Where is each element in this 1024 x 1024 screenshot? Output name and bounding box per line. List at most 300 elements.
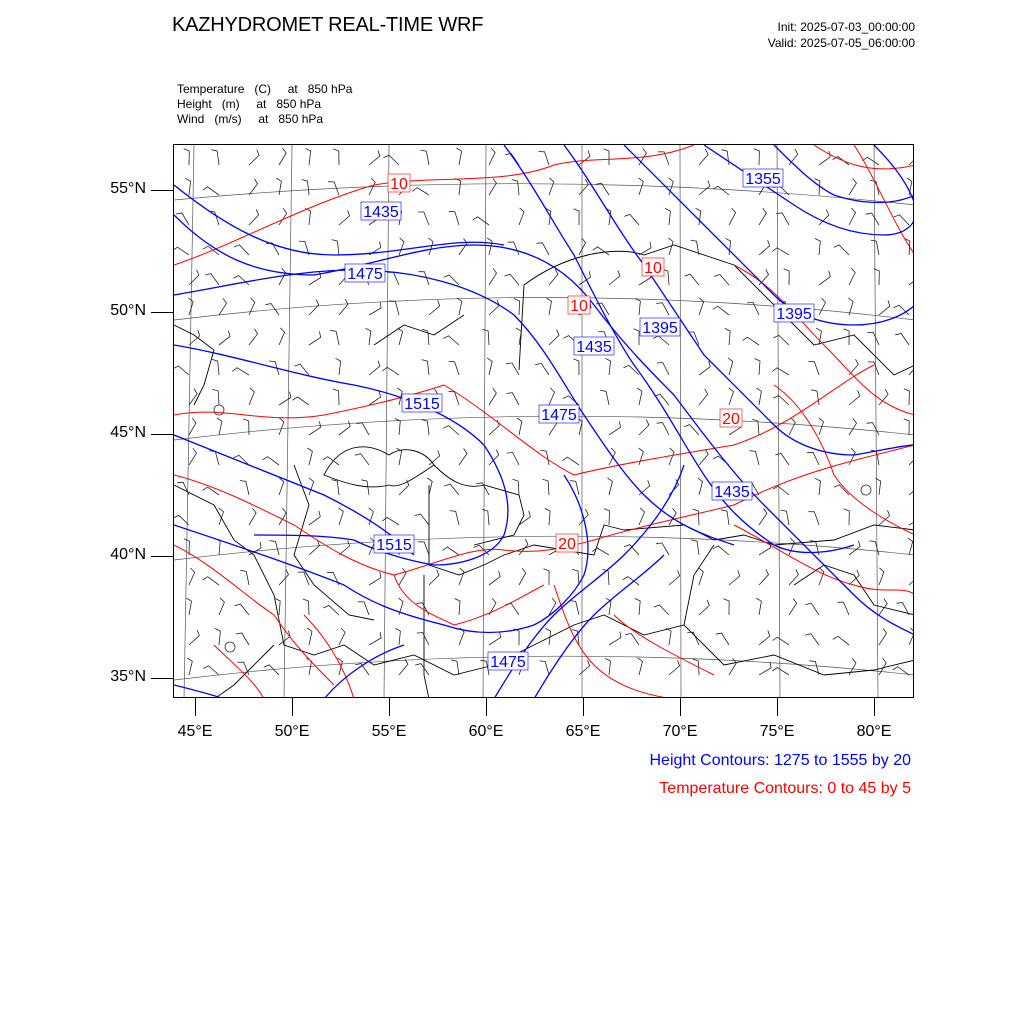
lat-label: 55°N bbox=[110, 180, 146, 197]
wind-barb bbox=[205, 274, 219, 285]
wind-barb bbox=[399, 480, 409, 495]
contour-label bbox=[640, 318, 680, 337]
wind-barb bbox=[279, 569, 289, 585]
lon-tick bbox=[583, 698, 584, 716]
wind-barb bbox=[838, 602, 850, 615]
wind-barb bbox=[755, 359, 761, 376]
wind-barb bbox=[514, 299, 519, 315]
wind-barb bbox=[669, 570, 680, 585]
wind-barb bbox=[382, 517, 399, 525]
wind-barb bbox=[418, 212, 429, 225]
lon-tick bbox=[195, 698, 196, 716]
wind-barb bbox=[729, 570, 740, 585]
wind-barb bbox=[279, 478, 284, 495]
wind-barb bbox=[514, 629, 520, 645]
field-wind: Wind (m/s) at 850 hPa bbox=[177, 112, 324, 126]
wind-barb bbox=[539, 152, 550, 166]
wind-barb bbox=[699, 449, 708, 465]
wind-barb bbox=[217, 418, 222, 435]
wind-barb bbox=[249, 508, 256, 525]
wind-barb bbox=[756, 598, 761, 615]
wind-barb bbox=[333, 389, 339, 405]
wind-barb bbox=[773, 486, 789, 495]
temperature-contour-labels bbox=[388, 174, 742, 553]
wind-barb bbox=[450, 511, 459, 525]
wind-barb bbox=[849, 570, 859, 585]
wind-barb bbox=[699, 568, 704, 585]
wind-barb bbox=[869, 541, 879, 555]
wind-barb bbox=[332, 480, 340, 495]
wind-barb bbox=[546, 298, 551, 315]
wind-barb bbox=[729, 208, 736, 225]
wind-barb bbox=[819, 568, 824, 585]
wind-barb bbox=[302, 180, 309, 196]
wind-barb bbox=[483, 329, 490, 345]
wind-barb bbox=[412, 188, 429, 195]
wind-barb bbox=[415, 514, 429, 525]
wind-barb bbox=[203, 666, 219, 675]
wind-barb bbox=[336, 358, 341, 375]
svg-text:10: 10 bbox=[644, 260, 662, 277]
field-height: Height (m) at 850 hPa bbox=[177, 97, 322, 111]
svg-text:1435: 1435 bbox=[363, 204, 399, 221]
wind-barb bbox=[605, 358, 610, 375]
wind-barb bbox=[279, 208, 287, 225]
wind-barb bbox=[421, 150, 430, 165]
wind-barb bbox=[473, 217, 489, 225]
wind-barb bbox=[609, 421, 621, 435]
wind-barb bbox=[759, 630, 770, 645]
wind-barb bbox=[332, 240, 339, 255]
wind-barb bbox=[844, 509, 850, 525]
wind-barb bbox=[759, 509, 767, 526]
time-info bbox=[768, 19, 915, 51]
wind-barb bbox=[713, 306, 729, 315]
wind-barb bbox=[215, 628, 220, 645]
wind-barb bbox=[724, 599, 730, 615]
lon-label: 70°E bbox=[662, 723, 698, 740]
wind-barb bbox=[399, 568, 406, 585]
wind-barb bbox=[909, 450, 914, 466]
valid-time: Valid: 2025-07-05_06:00:00 bbox=[767, 36, 915, 50]
wind-barb bbox=[382, 367, 399, 375]
wind-barb bbox=[729, 388, 734, 405]
contour-label bbox=[743, 169, 783, 188]
wind-barb bbox=[399, 238, 404, 255]
wind-barb bbox=[189, 568, 195, 585]
wind-barb bbox=[904, 389, 910, 405]
wind-barb bbox=[276, 178, 281, 195]
wind-barb bbox=[725, 328, 730, 345]
wind-barb bbox=[517, 418, 522, 435]
map-markers bbox=[214, 405, 871, 652]
wind-barb bbox=[545, 628, 550, 645]
wind-barb bbox=[639, 448, 644, 465]
wind-barb bbox=[563, 457, 580, 465]
svg-text:1435: 1435 bbox=[576, 339, 612, 356]
wind-barb bbox=[728, 358, 733, 375]
wind-barb bbox=[457, 298, 462, 315]
wind-barb bbox=[699, 361, 710, 375]
wind-barb bbox=[451, 660, 459, 675]
wind-barb bbox=[369, 572, 381, 585]
wind-barb bbox=[429, 570, 439, 585]
wind-barb bbox=[773, 637, 790, 645]
contour-label bbox=[402, 394, 442, 413]
contour-label bbox=[568, 296, 590, 315]
wind-barb bbox=[536, 243, 549, 255]
wind-barb bbox=[699, 149, 708, 165]
temperature-legend: Temperature Contours: 0 to 45 by 5 bbox=[659, 780, 911, 797]
lon-tick bbox=[874, 698, 875, 716]
wind-barb bbox=[174, 515, 189, 525]
lon-tick bbox=[389, 698, 390, 716]
wind-barb bbox=[759, 240, 770, 255]
wind-barb bbox=[657, 363, 669, 376]
wind-barb bbox=[415, 664, 429, 675]
lat-label: 35°N bbox=[110, 668, 146, 685]
wind-barb bbox=[549, 388, 555, 405]
svg-text:1395: 1395 bbox=[776, 306, 812, 323]
wind-barb bbox=[699, 389, 708, 405]
wind-barb bbox=[487, 238, 492, 255]
contour-label bbox=[556, 534, 578, 553]
svg-text:1395: 1395 bbox=[642, 320, 678, 337]
wind-barb bbox=[232, 368, 249, 375]
wind-barb bbox=[879, 628, 887, 645]
svg-text:1515: 1515 bbox=[376, 537, 412, 554]
wind-barb bbox=[422, 360, 429, 375]
wind-barb bbox=[654, 605, 669, 615]
svg-text:10: 10 bbox=[390, 176, 408, 193]
wind-barb bbox=[399, 659, 408, 675]
wind-barb bbox=[429, 300, 440, 315]
wind-barb bbox=[203, 187, 219, 195]
wind-barb bbox=[669, 660, 680, 675]
wind-barb bbox=[512, 180, 519, 196]
wind-barb bbox=[604, 509, 610, 525]
wind-barb bbox=[579, 150, 590, 165]
wind-barb bbox=[570, 601, 579, 615]
wind-barb bbox=[339, 508, 344, 525]
contour-label bbox=[642, 258, 664, 277]
wind-barb bbox=[249, 209, 259, 225]
lon-label: 50°E bbox=[274, 723, 310, 740]
wind-barb bbox=[656, 303, 669, 315]
wind-barb bbox=[443, 426, 459, 435]
wind-barb bbox=[174, 247, 189, 255]
lon-tick bbox=[486, 698, 487, 716]
wind-barb bbox=[213, 389, 220, 405]
wind-barb bbox=[814, 179, 820, 196]
chart-title: KAZHYDROMET REAL-TIME WRF bbox=[172, 14, 484, 36]
wind-barb bbox=[759, 208, 766, 225]
wind-barb bbox=[455, 599, 460, 616]
wind-barb bbox=[895, 334, 909, 346]
svg-text:1475: 1475 bbox=[490, 654, 526, 671]
wind-barb bbox=[544, 569, 550, 585]
wind-barb bbox=[713, 546, 729, 555]
wind-barb bbox=[879, 568, 884, 585]
lat-label: 45°N bbox=[110, 424, 146, 441]
wind-barb bbox=[833, 157, 849, 166]
wind-barb bbox=[309, 299, 319, 315]
wind-barb bbox=[422, 420, 429, 435]
wind-barb bbox=[573, 359, 579, 375]
wind-barb bbox=[693, 509, 699, 525]
wind-barb bbox=[605, 658, 610, 675]
wind-barb bbox=[637, 388, 642, 405]
wind-barb bbox=[185, 178, 190, 195]
wind-barb bbox=[639, 480, 650, 495]
wind-barb bbox=[358, 602, 369, 615]
wind-barb bbox=[235, 604, 249, 615]
wind-barb bbox=[789, 598, 797, 615]
wind-barb bbox=[505, 603, 519, 615]
lat-label: 40°N bbox=[110, 546, 146, 563]
wind-barb bbox=[219, 598, 224, 615]
wind-barb bbox=[303, 599, 309, 615]
wind-barb bbox=[819, 151, 830, 165]
svg-text:1435: 1435 bbox=[714, 484, 750, 501]
wind-barb bbox=[750, 451, 759, 465]
contour-label bbox=[388, 174, 410, 193]
wind-barb bbox=[879, 389, 888, 405]
wind-barb bbox=[189, 418, 196, 435]
wind-barb bbox=[356, 423, 369, 435]
wind-barb bbox=[909, 628, 914, 645]
lon-label: 55°E bbox=[371, 723, 407, 740]
lon-label: 80°E bbox=[856, 723, 892, 740]
wind-barb bbox=[240, 570, 249, 585]
wind-barb bbox=[849, 448, 855, 465]
wind-barb bbox=[789, 538, 794, 555]
wind-barb bbox=[808, 362, 819, 376]
wind-barb bbox=[398, 328, 403, 345]
wind-barb bbox=[309, 478, 314, 495]
wind-barb bbox=[579, 179, 588, 195]
wind-barb bbox=[754, 149, 760, 165]
wind-barb bbox=[635, 598, 640, 615]
contour-label bbox=[774, 304, 814, 323]
wind-barb bbox=[666, 628, 671, 645]
wind-barb bbox=[476, 483, 489, 495]
lon-tick bbox=[292, 698, 293, 716]
svg-text:1475: 1475 bbox=[347, 266, 383, 283]
wind-barb bbox=[545, 508, 550, 525]
wind-barb bbox=[834, 245, 849, 255]
wind-barb bbox=[270, 541, 279, 555]
wind-barb bbox=[443, 547, 460, 555]
lon-label: 75°E bbox=[759, 723, 795, 740]
wind-barb bbox=[815, 478, 820, 495]
wind-barb bbox=[455, 178, 460, 195]
wind-barb bbox=[305, 208, 310, 225]
lat-tick bbox=[151, 556, 173, 557]
wind-barb bbox=[506, 393, 519, 405]
wind-barb bbox=[417, 633, 429, 646]
wind-barb bbox=[249, 298, 255, 315]
wind-barb bbox=[684, 274, 699, 285]
wind-barb bbox=[249, 179, 258, 195]
wind-barb bbox=[236, 633, 249, 645]
wind-barb bbox=[625, 633, 639, 645]
wind-barb bbox=[909, 150, 914, 165]
svg-text:20: 20 bbox=[722, 411, 740, 428]
wind-barb bbox=[457, 148, 462, 165]
lat-tick bbox=[151, 434, 173, 435]
wind-barb bbox=[189, 630, 199, 645]
height-legend: Height Contours: 1275 to 1555 by 20 bbox=[649, 752, 911, 769]
wind-barb bbox=[309, 540, 319, 555]
wind-barb bbox=[212, 359, 219, 375]
wind-barb bbox=[366, 328, 371, 345]
wind-barb bbox=[369, 150, 380, 165]
wind-barb bbox=[819, 271, 830, 285]
wind-barb bbox=[833, 636, 849, 645]
wind-barb bbox=[429, 450, 440, 465]
wind-barb bbox=[189, 389, 197, 405]
wind-barb bbox=[539, 661, 549, 675]
wind-barb bbox=[805, 603, 819, 615]
wind-barb bbox=[234, 245, 249, 255]
wind-barb bbox=[879, 658, 886, 675]
wind-barb bbox=[211, 150, 219, 165]
wind-barb bbox=[849, 541, 860, 555]
wind-barb bbox=[904, 419, 910, 435]
wind-barb bbox=[909, 480, 914, 495]
wind-barb bbox=[743, 337, 760, 345]
wind-barb bbox=[330, 330, 339, 345]
wind-barb bbox=[189, 270, 199, 285]
wind-barb bbox=[507, 453, 519, 466]
wind-barb bbox=[482, 509, 489, 525]
wind-barb bbox=[249, 329, 258, 345]
wind-barb bbox=[879, 300, 890, 315]
wind-barb bbox=[805, 634, 819, 645]
wind-barb bbox=[323, 605, 339, 615]
wind-barb bbox=[879, 510, 890, 525]
wind-barb bbox=[909, 271, 914, 285]
wind-barb bbox=[808, 512, 819, 525]
wind-barb bbox=[489, 631, 501, 645]
wind-barb bbox=[203, 577, 219, 585]
wind-barb bbox=[449, 211, 459, 225]
wind-barb bbox=[759, 269, 769, 285]
wind-barb bbox=[459, 239, 467, 256]
wind-barb bbox=[789, 149, 798, 165]
wind-barb bbox=[819, 298, 826, 315]
wind-barb bbox=[177, 482, 189, 495]
wind-barb bbox=[868, 362, 879, 375]
wind-barb bbox=[604, 149, 610, 165]
wind-barb bbox=[716, 633, 729, 645]
wind-barb bbox=[279, 508, 286, 525]
wind-barb bbox=[759, 569, 769, 585]
wind-barb bbox=[807, 452, 819, 465]
wind-barb bbox=[849, 268, 855, 285]
contour-label bbox=[345, 264, 385, 283]
contour-label bbox=[374, 535, 414, 554]
wind-barb bbox=[772, 248, 789, 255]
wind-barb bbox=[572, 569, 579, 585]
wind-barb bbox=[369, 361, 380, 376]
wind-barb bbox=[186, 598, 191, 615]
contour-label bbox=[361, 202, 401, 221]
wind-barb bbox=[418, 542, 429, 555]
wind-barb bbox=[487, 358, 492, 375]
svg-text:1475: 1475 bbox=[541, 407, 577, 424]
wind-barb bbox=[395, 628, 400, 645]
wind-barb bbox=[816, 328, 821, 345]
contour-label bbox=[488, 652, 528, 671]
wind-barb bbox=[698, 478, 703, 495]
wind-barb bbox=[721, 510, 729, 525]
wind-barb bbox=[543, 479, 550, 495]
wind-barb bbox=[549, 178, 554, 195]
wind-barb bbox=[772, 368, 789, 375]
wind-barb bbox=[339, 628, 345, 645]
wind-barb bbox=[203, 487, 220, 495]
lat-label: 50°N bbox=[110, 302, 146, 319]
wind-barb bbox=[489, 148, 495, 165]
lon-tick bbox=[777, 698, 778, 716]
wind-barb bbox=[369, 632, 381, 645]
wind-barb bbox=[219, 508, 224, 525]
wind-barb bbox=[489, 571, 500, 585]
svg-text:1355: 1355 bbox=[745, 171, 781, 188]
wind-barb bbox=[639, 420, 649, 435]
wind-barb bbox=[596, 303, 609, 315]
wind-barb bbox=[189, 448, 197, 465]
wind-barb bbox=[909, 570, 914, 585]
wind-barb bbox=[355, 454, 369, 465]
init-time: Init: 2025-07-03_00:00:00 bbox=[777, 20, 915, 34]
wind-barb bbox=[714, 275, 729, 286]
field-temperature: Temperature (C) at 850 hPa bbox=[177, 82, 353, 96]
wind-barb bbox=[219, 331, 230, 345]
lon-tick bbox=[680, 698, 681, 716]
wind-barb bbox=[309, 421, 321, 435]
wind-barb bbox=[849, 418, 857, 435]
wind-barb bbox=[298, 572, 309, 585]
wind-barb bbox=[187, 658, 192, 675]
wind-barb bbox=[519, 511, 530, 525]
wind-barb bbox=[443, 336, 459, 345]
wind-barb bbox=[361, 480, 369, 495]
wind-barb bbox=[775, 454, 789, 466]
field-description bbox=[177, 82, 352, 127]
wind-barb bbox=[713, 186, 729, 195]
wind-barb bbox=[307, 628, 312, 645]
wind-barb bbox=[279, 148, 286, 165]
wind-barb bbox=[293, 397, 310, 405]
lat-tick bbox=[151, 312, 173, 313]
wind-barb bbox=[908, 538, 913, 555]
wind-barb bbox=[308, 448, 313, 465]
wind-barb bbox=[339, 210, 350, 225]
wind-barb bbox=[333, 149, 339, 165]
wind-barb bbox=[535, 363, 549, 375]
wind-barb bbox=[384, 155, 400, 165]
wind-barb bbox=[445, 484, 460, 495]
wind-barb bbox=[657, 423, 669, 435]
wind-barb bbox=[699, 180, 710, 195]
wind-barb bbox=[249, 150, 259, 165]
wind-barb bbox=[776, 213, 789, 225]
lon-label: 65°E bbox=[565, 723, 601, 740]
wind-barb bbox=[489, 388, 496, 405]
